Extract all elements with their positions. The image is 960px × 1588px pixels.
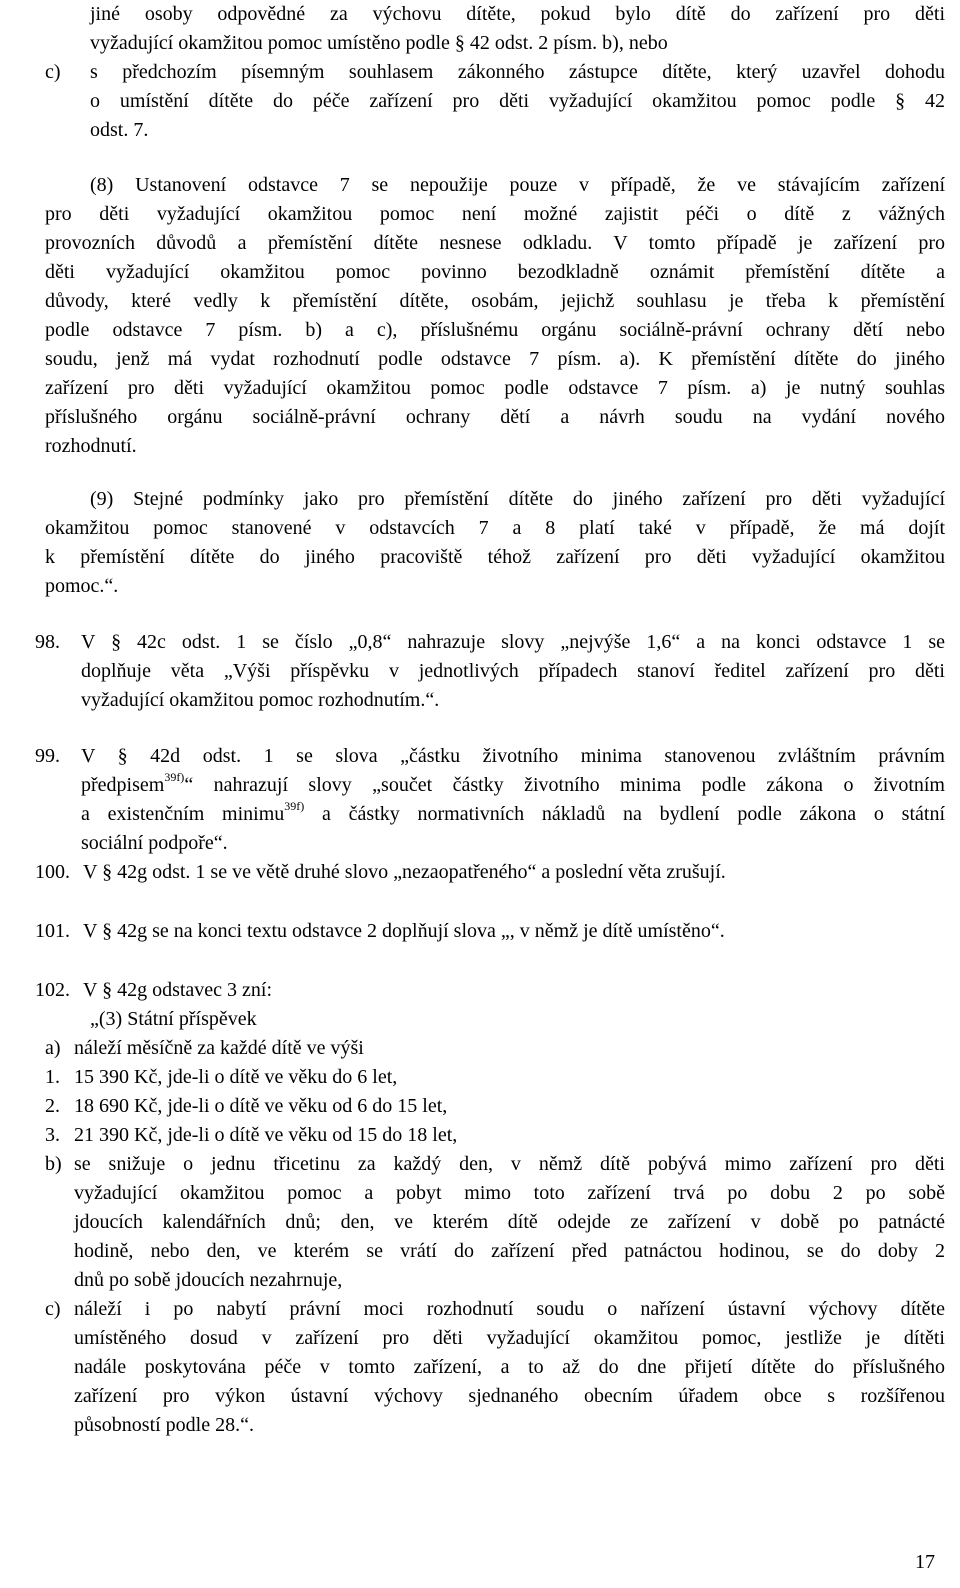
- text-line: působností podle 28.“.: [74, 1414, 254, 1436]
- text-line: [81, 771, 945, 800]
- text-line: rozhodnutí.: [45, 435, 137, 457]
- text-line: zařízení pro děti vyžadující okamžitou pomoc podle odstavce 7 písm. a) je nutný souhlas: [45, 377, 945, 399]
- list-marker: c): [45, 61, 61, 83]
- text-line: náleží i po nabytí právní moci rozhodnutí soudu o nařízení ústavní výchovy dítěte: [74, 1298, 945, 1320]
- text-line: hodině, nebo den, ve kterém se vrátí do zařízení před patnáctou hodinou, se do doby 2: [74, 1240, 945, 1262]
- text-line: pro děti vyžadující okamžitou pomoc není možné zajistit péči o dítě z vážných: [45, 203, 945, 225]
- list-marker: c): [45, 1298, 61, 1320]
- text-line: dnů po sobě jdoucích nezahrnuje,: [74, 1269, 343, 1291]
- text-line: 21 390 Kč, jde-li o dítě ve věku od 15 do 18 let,: [74, 1124, 458, 1146]
- text-line: odst. 7.: [90, 119, 149, 141]
- text-line: sociální podpoře“.: [81, 832, 228, 854]
- text-run: a částky normativních nákladů na bydlení podle zákona o státní: [304, 803, 946, 825]
- text-line: náleží měsíčně za každé dítě ve výši: [74, 1037, 364, 1059]
- list-item-c: [45, 58, 945, 145]
- text-line: doplňuje věta „Výši příspěvku v jednotlivých případech stanoví ředitel zařízení pro děti: [81, 660, 945, 682]
- text-line: 15 390 Kč, jde-li o dítě ve věku do 6 let,: [74, 1066, 398, 1088]
- sub-item-a: [45, 1034, 945, 1063]
- text-line: provozních důvodů a přemístění dítěte nesnese odkladu. V tomto případě je zařízení pro: [45, 232, 945, 254]
- text-run: předpisem: [81, 774, 165, 796]
- text-line: V § 42d odst. 1 se slova „částku životního minima stanovenou zvláštním právním: [81, 745, 945, 767]
- text-line: jiné osoby odpovědné za výchovu dítěte, pokud bylo dítě do zařízení pro děti: [90, 3, 945, 25]
- text-line: V § 42g odst. 1 se ve větě druhé slovo „nezaopatřeného“ a poslední věta zrušují.: [83, 861, 726, 883]
- footnote-ref: 39f): [284, 799, 305, 813]
- quoted-heading: „(3) Státní příspěvek: [90, 1008, 257, 1030]
- paragraph-8: [45, 171, 945, 461]
- continuation-text: [90, 0, 945, 58]
- text-line: děti vyžadující okamžitou pomoc povinno bezodkladně oznámit přemístění dítěte a: [45, 261, 945, 283]
- text-line: nadále poskytována péče v tomto zařízení, a to až do dne přijetí dítěte do příslušného: [74, 1356, 945, 1378]
- list-marker: a): [45, 1037, 61, 1059]
- item-number: 100.: [35, 861, 70, 883]
- text-line: o umístění dítěte do péče zařízení pro děti vyžadující okamžitou pomoc podle § 42: [90, 90, 945, 112]
- text-line: se snižuje o jednu třicetinu za každý den, v němž dítě pobývá mimo zařízení pro děti: [74, 1153, 945, 1175]
- amendment-item-100: [35, 858, 945, 887]
- text-line: příslušného orgánu sociálně-právní ochrany dětí a návrh soudu na vydání nového: [45, 406, 945, 428]
- text-line: vyžadující okamžitou pomoc umístěno podle § 42 odst. 2 písm. b), nebo: [90, 32, 668, 54]
- text-line: V § 42c odst. 1 se číslo „0,8“ nahrazuje slovy „nejvýše 1,6“ a na konci odstavce 1 se: [81, 631, 945, 653]
- amendment-item-98: [35, 628, 945, 715]
- text-line: jdoucích kalendářních dnů; den, ve kterém dítě odejde ze zařízení v době po patnácté: [74, 1211, 945, 1233]
- item-number: 98.: [35, 631, 60, 653]
- list-marker: b): [45, 1153, 62, 1175]
- item-number: 99.: [35, 745, 60, 767]
- text-line: [81, 800, 945, 829]
- sub-point-2: [45, 1092, 945, 1121]
- text-line: (9) Stejné podmínky jako pro přemístění dítěte do jiného zařízení pro děti vyžadující: [90, 488, 945, 510]
- text-line: k přemístění dítěte do jiného pracoviště téhož zařízení pro děti vyžadující okamžitou: [45, 546, 945, 568]
- text-line: podle odstavce 7 písm. b) a c), příslušnému orgánu sociálně-právní ochrany dětí nebo: [45, 319, 945, 341]
- point-marker: 1.: [45, 1066, 60, 1088]
- text-line: V § 42g se na konci textu odstavce 2 doplňují slova „, v němž je dítě umístěno“.: [83, 920, 725, 942]
- text-run: “ nahrazují slovy „součet částky životního minima podle zákona o životním: [184, 774, 945, 796]
- text-line: okamžitou pomoc stanovené v odstavcích 7 a 8 platí také v případě, že má dojít: [45, 517, 945, 539]
- text-run: a existenčním minimu: [81, 803, 285, 825]
- text-line: umístěného dosud v zařízení pro děti vyžadující okamžitou pomoc, jestliže je dítěti: [74, 1327, 945, 1349]
- text-line: důvody, které vedly k přemístění dítěte, osobám, jejichž souhlasu je třeba k přemístění: [45, 290, 945, 312]
- text-line: vyžadující okamžitou pomoc a pobyt mimo toto zařízení trvá po dobu 2 po sobě: [74, 1182, 945, 1204]
- sub-point-1: [45, 1063, 945, 1092]
- point-marker: 3.: [45, 1124, 60, 1146]
- sub-item-b: [45, 1150, 945, 1295]
- text-line: zařízení pro výkon ústavní výchovy sjednaného obecním úřadem obce s rozšířenou: [74, 1385, 945, 1407]
- item-number: 102.: [35, 979, 70, 1001]
- amendment-item-102: [35, 976, 945, 1440]
- text-line: s předchozím písemným souhlasem zákonného zástupce dítěte, který uzavřel dohodu: [90, 61, 945, 83]
- sub-point-3: [45, 1121, 945, 1150]
- page-number: 17: [915, 1551, 935, 1573]
- point-marker: 2.: [45, 1095, 60, 1117]
- paragraph-9: [45, 485, 945, 601]
- amendment-item-101: [35, 917, 945, 946]
- text-line: vyžadující okamžitou pomoc rozhodnutím.“.: [81, 689, 440, 711]
- text-line: (8) Ustanovení odstavce 7 se nepoužije pouze v případě, že ve stávajícím zařízení: [90, 174, 945, 196]
- footnote-ref: 39f): [164, 770, 185, 784]
- text-line: soudu, jenž má vydat rozhodnutí podle odstavce 7 písm. a). K přemístění dítěte do jiného: [45, 348, 945, 370]
- sub-item-c: [45, 1295, 945, 1440]
- text-line: pomoc.“.: [45, 575, 119, 597]
- text-line: V § 42g odstavec 3 zní:: [83, 979, 273, 1001]
- item-number: 101.: [35, 920, 70, 942]
- amendment-item-99: [35, 742, 945, 858]
- text-line: 18 690 Kč, jde-li o dítě ve věku od 6 do 15 let,: [74, 1095, 448, 1117]
